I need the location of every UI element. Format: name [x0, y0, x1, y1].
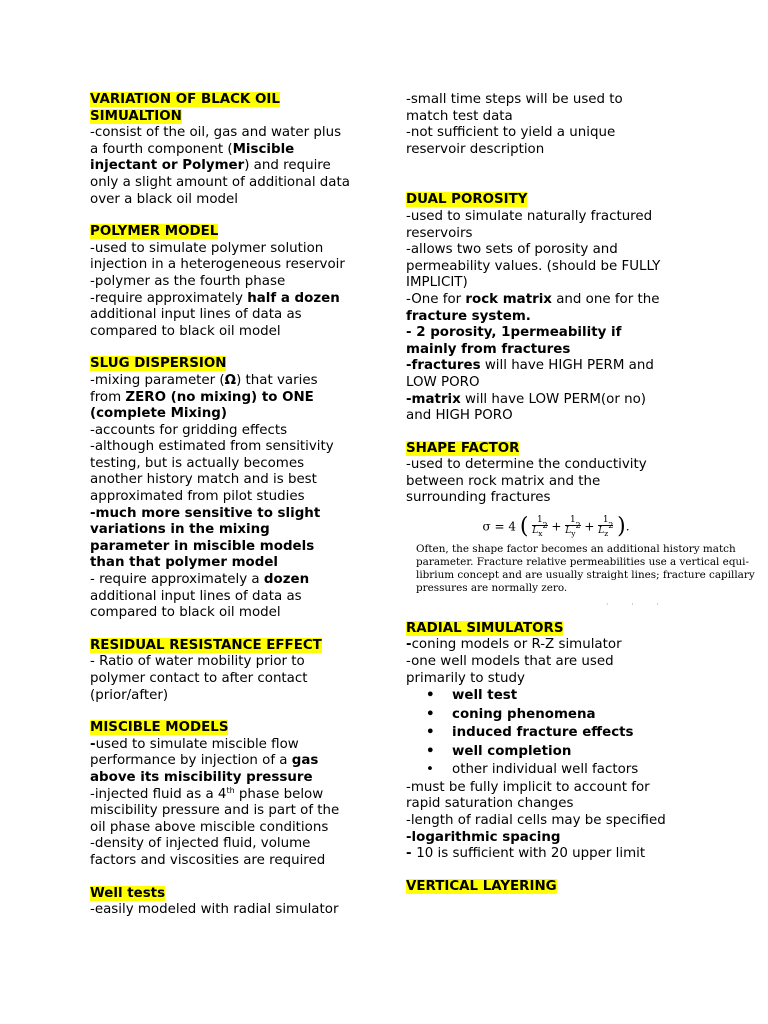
bullet-item: • well test	[426, 687, 706, 706]
text-line: will have HIGH PERM and	[480, 358, 654, 374]
text-line: -accounts for gridding effects	[90, 422, 288, 438]
bullet-icon: •	[426, 688, 435, 704]
text-line: -require approximately	[90, 290, 248, 306]
formula-fraction: $\frac{1}{L_x^2}$	[532, 515, 548, 538]
text-line: additional input lines of data as	[90, 588, 302, 604]
section-miscible-models	[90, 720, 375, 869]
text-line: reservoir description	[406, 141, 545, 157]
text-line: only a slight amount of additional data	[90, 174, 350, 190]
text-line: another history match and is best	[90, 472, 317, 488]
text-line: IMPLICIT)	[406, 275, 468, 291]
bold-text: - 2 porosity, 1permeability if	[406, 325, 622, 341]
text-line: ) and require	[244, 158, 331, 174]
text-line: -mixing parameter (	[90, 372, 225, 388]
text-line: primarily to study	[406, 670, 525, 686]
bold-text: than that polymer model	[90, 555, 279, 571]
section-title: POLYMER MODEL	[90, 224, 219, 240]
text-line: between rock matrix and the	[406, 473, 601, 489]
section-title: MISCIBLE MODELS	[90, 720, 229, 736]
text-line: -consist of the oil, gas and water plus	[90, 125, 342, 141]
section-title: VERTICAL LAYERING	[406, 878, 557, 894]
text-line: -easily modeled with radial simulator	[90, 902, 339, 918]
text-line: (prior/after)	[90, 687, 169, 703]
scan-specks: · · ·	[606, 599, 669, 609]
text-line: -allows two sets of porosity and	[406, 242, 618, 258]
section-residual-resistance	[90, 638, 375, 704]
text-line: -used to determine the conductivity	[406, 457, 647, 473]
section-title: RESIDUAL RESISTANCE EFFECT	[90, 637, 322, 653]
text-line: from	[90, 389, 126, 405]
bold-text: Miscible	[232, 141, 295, 157]
section-vertical-layering	[406, 879, 706, 896]
text-line: coning models or R-Z simulator	[411, 637, 622, 653]
section-black-oil	[90, 92, 375, 208]
bold-text: -matrix	[406, 391, 461, 407]
text-line: surrounding fractures	[406, 490, 551, 506]
text-line: polymer contact to after contact	[90, 671, 308, 686]
bold-text: above its miscibility pressure	[90, 769, 313, 785]
text-line: additional input lines of data as	[90, 307, 302, 323]
text-line: - Ratio of water mobility prior to	[90, 654, 305, 670]
section-well-test-continued	[406, 92, 706, 158]
bold-text: variations in the mixing	[90, 522, 270, 538]
text-line: -one well models that are used	[406, 654, 614, 670]
omega-symbol: Ω	[224, 372, 237, 388]
text-line: a fourth component (	[90, 141, 233, 157]
left-column	[90, 92, 375, 935]
bullet-icon: •	[426, 725, 435, 741]
text-line: miscibility pressure and is part of the	[90, 803, 340, 819]
bold-text: more sensitive to slight	[141, 505, 321, 521]
section-title: VARIATION OF BLACK OIL	[90, 92, 280, 107]
text-line: rapid saturation changes	[406, 796, 574, 812]
section-title: SIMUALTION	[90, 108, 182, 124]
section-slug-dispersion	[90, 356, 375, 622]
shape-factor-formula: σ = 4 ( $\frac{1}{L_x^2}$ + $\frac{1}{L_y^2}$ + $\frac{1}{L_z^2}$ ).	[482, 513, 630, 539]
text-line: ) that varies	[236, 372, 318, 388]
section-title: Well tests	[90, 885, 166, 901]
bold-text: -much	[90, 505, 142, 521]
section-title: SLUG DISPERSION	[90, 356, 227, 372]
bold-text: -	[90, 736, 96, 752]
text-line: reservoirs	[406, 225, 473, 241]
section-shape-factor	[406, 440, 755, 609]
formula-fraction: $\frac{1}{L_z^2}$	[598, 515, 614, 538]
formula-paren: (	[519, 513, 529, 539]
bold-text: gas	[291, 753, 319, 769]
bold-text: (complete Mixing)	[90, 406, 227, 422]
text-line: and HIGH PORO	[406, 408, 513, 424]
text-line: phase below	[234, 786, 324, 802]
text-line: performance by injection of a	[90, 753, 292, 769]
text-line: -One for	[406, 291, 466, 307]
section-dual-porosity	[406, 192, 706, 424]
text-line: factors and viscosities are required	[90, 852, 326, 868]
formula-fraction: $\frac{1}{L_y^2}$	[565, 515, 581, 538]
bold-text: -	[406, 846, 417, 862]
text-line: used to simulate miscible flow	[95, 736, 299, 752]
bold-text: rock matrix	[465, 291, 552, 307]
text-line: -small time steps will be used to	[406, 92, 623, 107]
formula-caption: Often, the shape factor becomes an additional history match parameter. Fracture relative permeabilities use a vertical equi- librium concept and are usually straight lines; fracture capillary pressures are normally zero.	[416, 542, 755, 594]
text-line: - require approximately a	[90, 572, 264, 588]
bullet-item: • other individual well factors	[426, 761, 706, 780]
text-line: -used to simulate naturally fractured	[406, 208, 653, 224]
text-line: compared to black oil model	[90, 605, 281, 621]
text-line: -length of radial cells may be specified	[406, 812, 666, 828]
text-line: -used to simulate polymer solution	[90, 240, 324, 256]
formula-paren: )	[617, 513, 626, 539]
formula-lhs: σ = 4	[482, 519, 516, 534]
text-line: injection in a heterogeneous reservoir	[90, 257, 345, 273]
bold-text: half a dozen	[247, 290, 340, 306]
bold-text: dozen	[263, 572, 310, 588]
bold-text: -	[406, 637, 412, 653]
bullet-item: • induced fracture effects	[426, 724, 706, 743]
text-line: 10 is sufficient with 20 upper limit	[416, 846, 646, 862]
text-line: LOW PORO	[406, 374, 480, 390]
bullet-item: • coning phenomena	[426, 706, 706, 725]
bullet-icon: •	[426, 743, 435, 759]
bold-text: -fractures	[406, 358, 481, 374]
section-title: DUAL POROSITY	[406, 192, 528, 208]
text-line: oil phase above miscible conditions	[90, 819, 329, 835]
text-line: -not sufficient to yield a unique	[406, 125, 616, 141]
section-title: SHAPE FACTOR	[406, 440, 520, 456]
bullet-icon: •	[426, 762, 434, 778]
bold-text: injectant or Polymer	[90, 158, 245, 174]
superscript: th	[226, 785, 235, 795]
bullet-item: • well completion	[426, 743, 706, 762]
bullet-icon: •	[426, 706, 435, 722]
text-line: -injected fluid as a 4	[90, 786, 227, 802]
text-line: compared to black oil model	[90, 323, 281, 339]
section-title: RADIAL SIMULATORS	[406, 620, 564, 636]
bold-text: parameter in miscible models	[90, 538, 315, 554]
text-line: will have LOW PERM(or no)	[460, 391, 647, 407]
text-line: -density of injected fluid, volume	[90, 836, 311, 852]
text-line: -although estimated from sensitivity	[90, 439, 334, 455]
section-radial-simulators	[406, 621, 706, 863]
bold-text: ZERO (no mixing) to ONE	[125, 389, 314, 405]
section-polymer-model	[90, 224, 375, 340]
bold-text: mainly from fractures	[406, 341, 571, 357]
text-line: -must be fully implicit to account for	[406, 779, 650, 795]
right-column	[406, 92, 755, 911]
text-line: match test data	[406, 108, 513, 124]
text-line: -polymer as the fourth phase	[90, 273, 286, 289]
bold-text: fracture system.	[406, 308, 531, 324]
text-line: approximated from pilot studies	[90, 489, 305, 505]
text-line: permeability values. (should be FULLY	[406, 258, 661, 274]
section-well-tests	[90, 886, 375, 919]
text-line: and one for the	[551, 291, 660, 307]
bold-text: -logarithmic spacing	[406, 829, 561, 845]
text-line: testing, but is actually becomes	[90, 455, 305, 471]
text-line: over a black oil model	[90, 191, 238, 207]
